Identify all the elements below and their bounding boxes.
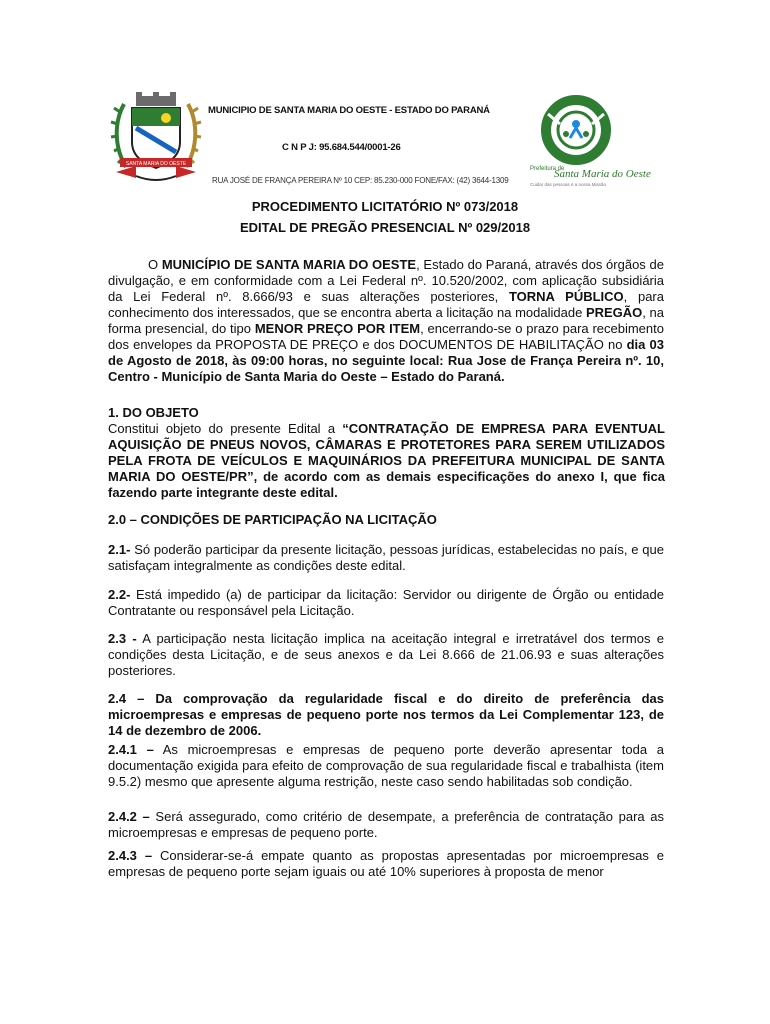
section-condicoes-heading: 2.0 – CONDIÇÕES DE PARTICIPAÇÃO NA LICITAÇÃO [108,512,437,527]
procedure-title: PROCEDIMENTO LICITATÓRIO Nº 073/2018 [251,199,519,214]
logo-caption-small: Prefeitura de [530,166,565,172]
objeto-paragraph [108,421,665,501]
item-2-4-3 [108,848,664,880]
intro-menor-preco: MENOR PREÇO POR ITEM [254,321,421,336]
municipal-coat-of-arms-icon [106,92,206,188]
item-2-1 [108,542,664,574]
item-2-4-2-text: Será assegurado, como critério de desempate, a preferência de contratação para as microempresas e empresas de pequeno porte. [108,809,664,840]
item-2-3 [108,631,664,679]
crest-band-text: SANTA MARIA DO OESTE [125,161,187,167]
item-2-4-3-number: 2.4.3 – [108,848,153,863]
item-2-4-2-number: 2.4.2 – [108,809,150,824]
intro-torna-publico: TORNA PÚBLICO [508,289,624,304]
address-line: RUA JOSÉ DE FRANÇA PEREIRA Nº 10 CEP: 85.230-000 FONE/FAX: (42) 3644-1309 [212,176,509,185]
intro-text-g: , na forma presencial, do tipo [108,305,664,336]
edital-title: EDITAL DE PREGÃO PRESENCIAL Nº 029/2018 [239,220,531,235]
item-2-4-1 [108,742,664,790]
item-2-4-1-number: 2.4.1 – [108,742,154,757]
item-2-1-text: Só poderão participar da presente licitação, pessoas jurídicas, estabelecidas no país, e que satisfaçam integralmente as condições deste edital. [108,542,664,573]
item-2-4-1-text: As microempresas e empresas de pequeno porte deverão apresentar toda a documentação exigida para efeito de comprovação de sua regularidade fiscal e trabalhista (item 9.5.2) mesmo que apresente alguma restrição, neste caso sendo habilitadas sob condição. [108,742,664,789]
item-2-2 [108,587,664,619]
logo-caption-slogan: Cuidar das pessoas é a nossa Missão [530,182,607,187]
intro-municipio: MUNICÍPIO DE SANTA MARIA DO OESTE [161,257,417,272]
cnpj-line: C N P J: 95.684.544/0001-26 [282,142,401,153]
objeto-text: Constitui objeto do presente Edital a [108,421,343,436]
item-2-3-text: A participação nesta licitação implica na aceitação integral e irretratável dos termos e condições desta Licitação, e de seus anexos e da Lei 8.666 de 21.06.93 e suas alterações posteriores. [108,631,664,678]
item-2-2-number: 2.2- [108,587,131,602]
item-2-2-text: Está impedido (a) de participar da licitação: Servidor ou dirigente de Órgão ou entidade Contratante ou responsável pela Licitação. [108,587,664,618]
section-objeto-heading: 1. DO OBJETO [108,405,199,420]
municipality-name: MUNICIPIO DE SANTA MARIA DO OESTE - ESTADO DO PARANÁ [208,105,490,116]
intro-text-a: O [148,257,162,272]
objeto-description: “CONTRATAÇÃO DE EMPRESA PARA EVENTUAL AQUISIÇÃO DE PNEUS NOVOS, CÂMARAS E PROTETORES PARA SEREM UTILIZADOS PELA FROTA DE VEÍCULOS E MAQUINÁRIOS DA PREFEITURA MUNICIPAL DE SANTA MARIA DO OESTE/PR”, de acordo com as demais especificações do anexo I, que fica fazendo parte integrante deste edital. [108,421,666,500]
intro-paragraph [108,257,664,385]
item-2-4-2 [108,809,664,841]
intro-text-e: , para conhecimento dos interessados, que se encontra aberta a licitação na modalidade [108,289,664,320]
item-2-3-number: 2.3 - [108,631,137,646]
intro-text-c: , Estado do Paraná, através dos órgãos de divulgação, e em conformidade com a Lei Federal nº. 10.520/2002, com aplicação subsidiária da Lei Federal nº. 8.666/93 e suas alterações posteriores, [108,257,664,304]
item-2-1-number: 2.1- [108,542,131,557]
logo-caption-name: Santa Maria do Oeste [554,168,651,180]
item-2-4-heading: 2.4 – Da comprovação da regularidade fiscal e do direito de preferência das microempresas e empresas de pequeno porte nos termos da Lei Complementar 123, de 14 de dezembro de 2006. [108,691,664,738]
intro-date-location: dia 03 de Agosto de 2018, às 09:00 horas, no seguinte local: Rua Jose de França Pereira nº. 10, Centro - Município de Santa Maria do Oeste – Estado do Paraná. [108,337,664,384]
intro-pregao: PREGÃO [585,305,643,320]
item-2-4-3-text: Considerar-se-á empate quanto as propostas apresentadas por microempresas e empresas de pequeno porte sejam iguais ou até 10% superiores à proposta de menor [108,848,664,879]
intro-text-i: , encerrando-se o prazo para recebimento dos envelopes da PROPOSTA DE PREÇO e dos DOCUMENTOS DE HABILITAÇÃO no [108,321,664,352]
